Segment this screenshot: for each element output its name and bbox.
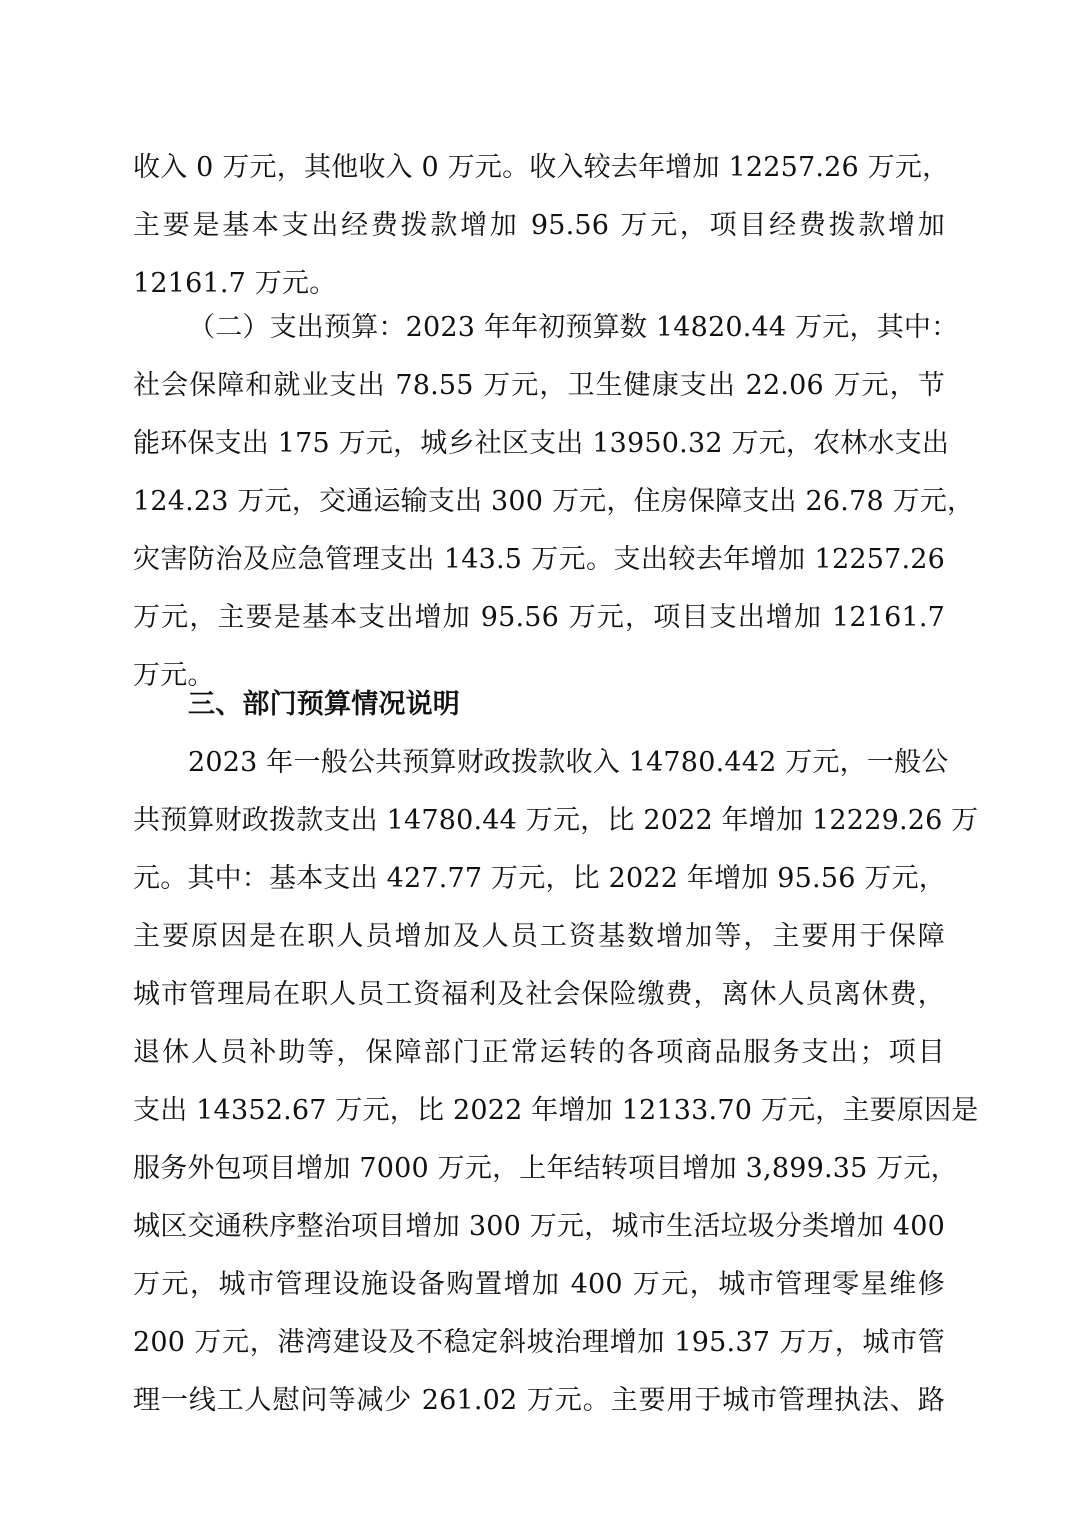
text-line: 社会保障和就业支出 78.55 万元，卫生健康支出 22.06 万元，节 [133,370,945,401]
text-line: 元。其中：基本支出 427.77 万元，比 2022 年增加 95.56 万元， [133,863,946,894]
text-line: 共预算财政拨款支出 14780.44 万元，比 2022 年增加 12229.26 万 [133,805,979,836]
text-line: 灾害防治及应急管理支出 143.5 万元。支出较去年增加 12257.26 [133,544,945,575]
text-line: （二）支出预算：2023 年年初预算数 14820.44 万元，其中： [188,312,959,343]
text-line: 服务外包项目增加 7000 万元，上年结转项目增加 3,899.35 万元， [133,1153,958,1184]
paragraph-department-budget [133,734,979,1430]
text-line: 能环保支出 175 万元，城乡社区支出 13950.32 万元，农林水支出 [133,428,950,459]
text-line: 支出 14352.67 万元，比 2022 年增加 12133.70 万元，主要原因是 [133,1095,979,1126]
text-line: 主要是基本支出经费拨款增加 95.56 万元，项目经费拨款增加 [133,210,945,241]
text-line: 124.23 万元，交通运输支出 300 万元，住房保障支出 26.78 万元， [133,486,975,517]
text-line: 12161.7 万元。 [133,268,337,299]
text-line: 万元。 [133,660,215,691]
text-line: 200 万元，港湾建设及不稳定斜坡治理增加 195.37 万万，城市管 [133,1327,945,1358]
section-heading: 三、部门预算情况说明 [188,689,460,720]
text-line: 2023 年一般公共预算财政拨款收入 14780.442 万元，一般公 [188,747,949,778]
text-line: 收入 0 万元，其他收入 0 万元。收入较去年增加 12257.26 万元， [133,152,950,183]
text-line: 退休人员补助等，保障部门正常运转的各项商品服务支出；项目 [133,1037,945,1068]
text-line: 城区交通秩序整治项目增加 300 万元，城市生活垃圾分类增加 400 [133,1211,945,1242]
text-line: 主要原因是在职人员增加及人员工资基数增加等，主要用于保障 [133,921,945,952]
text-line: 万元，城市管理设施设备购置增加 400 万元，城市管理零星维修 [133,1269,945,1300]
paragraph-expenditure-budget [133,299,975,705]
text-line: 城市管理局在职人员工资福利及社会保险缴费，离休人员离休费， [133,979,945,1010]
section-heading-block [133,676,945,734]
paragraph-income-continued [133,139,950,313]
text-line: 理一线工人慰问等减少 261.02 万元。主要用于城市管理执法、路 [133,1385,945,1416]
text-line: 万元，主要是基本支出增加 95.56 万元，项目支出增加 12161.7 [133,602,945,633]
